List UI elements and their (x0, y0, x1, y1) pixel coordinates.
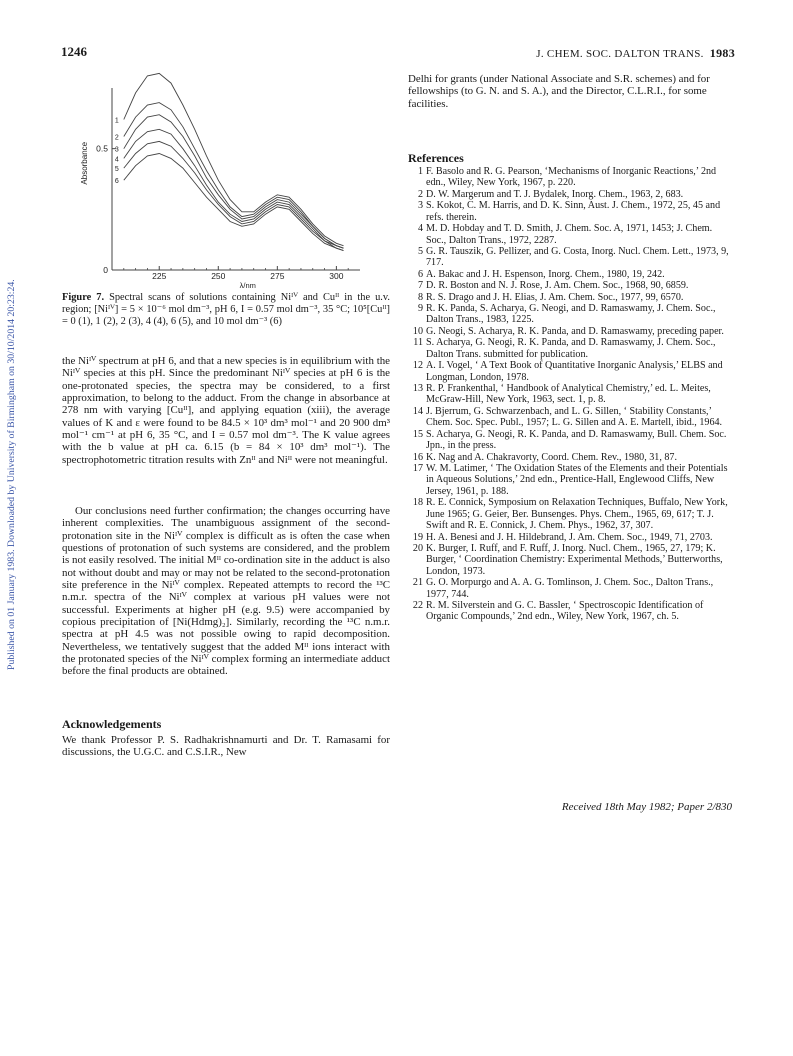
reference-item (408, 452, 730, 463)
journal-name: J. CHEM. SOC. DALTON TRANS. (536, 48, 704, 60)
reference-item (408, 337, 730, 360)
reference-text: G. O. Morpurgo and A. A. G. Tomlinson, J. Chem. Soc., Dalton Trans., 1977, 744. (426, 577, 714, 600)
figure-caption (62, 292, 390, 328)
reference-item (408, 360, 730, 383)
reference-number: 6 (417, 268, 423, 280)
reference-item (408, 326, 730, 337)
reference-item (408, 429, 730, 452)
reference-number: 2 (417, 188, 423, 200)
reference-text: F. Basolo and R. G. Pearson, ‘Mechanisms of Inorganic Reactions,’ 2nd edn., Wiley, New York, 1967, p. 220. (426, 166, 717, 189)
reference-number: 18 (412, 497, 423, 509)
reference-item (408, 532, 730, 543)
absorbance-chart (60, 70, 390, 292)
reference-text: G. R. Tauszik, G. Pellizer, and G. Costa, Inorg. Nucl. Chem. Lett., 1973, 9, 717. (426, 245, 729, 269)
x-tick-label: 300 (329, 271, 344, 281)
reference-item (408, 223, 730, 246)
reference-item (408, 292, 730, 303)
reference-text: H. A. Benesi and J. H. Hildebrand, J. Am. Chem. Soc., 1949, 71, 2703. (426, 531, 713, 543)
spectrum-curve-6 (124, 154, 344, 251)
chart-labels (80, 118, 344, 290)
references-list (408, 166, 730, 623)
reference-number: 12 (412, 360, 423, 372)
paragraph-1-text: the Niᴵⱽ spectrum at pH 6, and that a new species is in equilibrium with the Niᴵⱽ species at this pH. Since the predominant Niᴵⱽ species at pH 6 is the one-protonated species, the spectra may be considered, to a first approximation, to belong to the adduct. From the change in absorbance at 278 nm with varying [Cuᴵᴵ], and applying equation (xiii), the average values of K and ε were found to be 84.5 × 10³ dm³ mol⁻¹ and 20 900 dm³ mol⁻¹ cm⁻¹ at pH 6, 35 °C, and I = 0.57 mol dm⁻³. The K value agrees with the b value at pH ca. 6.15 (b = 84 × 10³ dm³ mol⁻¹). The spectrophotometric titration results with Znᴵᴵ and Niᴵᴵ were not meaningful. (62, 355, 390, 466)
reference-text: R. E. Connick, Symposium on Relaxation Techniques, Buffalo, New York, June 1965; G. Geier, Ber. Bunsenges. Phys. Chem., 1965, 69, 617; T. J. Swift and R. E. Connick, J. Chem. Phys., 1962, 37, 307. (426, 497, 728, 532)
curve-label: 6 (114, 178, 119, 186)
reference-number: 22 (412, 600, 423, 612)
paragraph-2-text: Our conclusions need further confirmation; the changes occurring have inherent complexities. The unambiguous assignment of the second-protonation site in the Niᴵⱽ complex is difficult as is often the case when questions of protonation of such systems are considered, and the problem is not easily resolved. The initial Mᴵᴵ co-ordination site in the adduct is also not without doubt and may or may not be related to the second-protonation site preference in the Niᴵⱽ complex. Repeated attempts to record the ¹³C n.m.r. spectra of the Niᴵⱽ complex at various pH values were not successful. Experiments at higher pH (e.g. 9.5) were accompanied by copious precipitation of [Ni(Hdmg)₂]. Similarly, recording the ¹³C n.m.r. spectra at pH 4.5 was not possible owing to rapid decomposition. Nevertheless, we tentatively suggest that the added Mᴵᴵ ions interact with the protonated species of the Niᴵⱽ complex forming an intermediate adduct before the final products are obtained. (62, 505, 390, 678)
figure-7 (60, 70, 390, 292)
spectrum-curve-3 (124, 115, 344, 249)
reference-text: A. Bakac and J. H. Espenson, Inorg. Chem., 1980, 19, 242. (426, 268, 665, 280)
reference-text: R. S. Drago and J. H. Elias, J. Am. Chem. Soc., 1977, 99, 6570. (426, 291, 684, 303)
curve-label: 4 (114, 156, 119, 164)
figure-caption-body: Spectral scans of solutions containing Niᴵⱽ and Cuᴵᴵ in the u.v. region; [Niᴵⱽ] = 5 × 10⁻⁶ mol dm⁻³, pH 6, I = 0.57 mol dm⁻³, 35 °C; 10⁵[Cuᴵᴵ] = 0 (1), 1 (2), 2 (3), 4 (4), 6 (5), and 10 mol dm⁻³ (6) (62, 292, 390, 327)
y-tick-label: 0 (103, 265, 108, 275)
journal-year: 1983 (709, 46, 735, 60)
reference-text: K. Burger, I. Ruff, and F. Ruff, J. Inorg. Nucl. Chem., 1965, 27, 179; K. Burger, ‘ Coordination Chemistry: Experimental Methods,’ Butterworths, London, 1973. (426, 542, 723, 577)
reference-number: 17 (412, 462, 423, 474)
reference-text: R. P. Frankenthal, ‘ Handbook of Analytical Chemistry,’ ed. L. Meites, McGraw-Hill, New York, 1963, sect. 1, p. 8. (426, 383, 711, 406)
acknowledgements-heading: Acknowledgements (62, 717, 162, 731)
references-heading: References (408, 151, 464, 165)
acknowledgements-left-text: We thank Professor P. S. Radhakrishnamurti and Dr. T. Ramasami for discussions, the U.G.C. and C.S.I.R., New (62, 734, 390, 759)
reference-number: 21 (412, 577, 423, 589)
y-axis-label: Absorbance (80, 141, 89, 185)
x-tick-label: 225 (152, 271, 167, 281)
x-tick-label: 275 (270, 271, 285, 281)
reference-number: 14 (412, 405, 423, 417)
reference-text: D. W. Margerum and T. J. Bydalek, Inorg. Chem., 1963, 2, 683. (426, 188, 684, 200)
reference-item (408, 246, 730, 269)
reference-item (408, 189, 730, 200)
curve-label: 1 (114, 117, 119, 125)
reference-number: 8 (417, 291, 423, 303)
reference-number: 19 (412, 531, 423, 543)
reference-number: 10 (412, 325, 423, 337)
reference-number: 15 (412, 428, 423, 440)
acknowledgements-right-text: Delhi for grants (under National Associate and S.R. schemes) and for fellowships (to G. N. and S. A.), and the Director, C.L.R.I., for some facilities. (408, 73, 710, 110)
reference-text: G. Neogi, S. Acharya, R. K. Panda, and D. Ramaswamy, preceding paper. (426, 325, 724, 337)
reference-number: 1 (417, 166, 423, 177)
reference-number: 13 (412, 383, 423, 395)
reference-number: 4 (417, 223, 423, 235)
y-tick-label: 0.5 (96, 143, 108, 154)
x-tick-label: 250 (211, 271, 226, 281)
acknowledgements-continued (408, 73, 730, 110)
reference-text: D. R. Boston and N. J. Rose, J. Am. Chem. Soc., 1968, 90, 6859. (426, 280, 689, 292)
reference-text: S. Acharya, G. Neogi, R. K. Panda, and D. Ramaswamy, Bull. Chem. Soc. Jpn., in the press. (426, 428, 727, 452)
reference-number: 20 (412, 542, 423, 554)
reference-item (408, 303, 730, 326)
received-line (562, 801, 732, 813)
reference-number: 9 (417, 303, 423, 315)
acknowledgements-text (62, 734, 390, 759)
reference-item (408, 269, 730, 280)
reference-number: 3 (417, 200, 423, 212)
x-axis-label: λ/nm (239, 281, 256, 290)
chart-axes (112, 88, 360, 270)
download-watermark (4, 150, 18, 670)
reference-item (408, 600, 730, 623)
reference-text: W. M. Latimer, ‘ The Oxidation States of the Elements and their Potentials in Aqueous Solutions,’ 2nd edn., Prentice-Hall, Englewood Cliffs, New Jersey, 1961, p. 188. (426, 462, 728, 497)
reference-number: 16 (412, 451, 423, 463)
reference-number: 7 (417, 280, 423, 292)
reference-text: J. Bjerrum, G. Schwarzenbach, and L. G. Sillen, ‘ Stability Constants,’ Chem. Soc. Spec. Publ., 1957; L. G. Sillen and A. E. Martell, ibid., 1964. (426, 405, 723, 429)
running-head (536, 46, 735, 61)
reference-text: R. K. Panda, S. Acharya, G. Neogi, and D. Ramaswamy, J. Chem. Soc., Dalton Trans., 1983, 1225. (426, 303, 716, 326)
reference-item (408, 577, 730, 600)
spectrum-curve-5 (124, 141, 344, 250)
reference-item (408, 166, 730, 189)
chart-curves (124, 73, 344, 250)
reference-number: 11 (413, 337, 423, 349)
curve-label: 3 (114, 146, 119, 154)
body-paragraph-2 (62, 505, 390, 678)
watermark-text: Published on 01 January 1983. Downloaded by University of Birmingham on 30/10/2014 20:23:24. (6, 279, 17, 670)
reference-text: M. D. Hobday and T. D. Smith, J. Chem. Soc. A, 1971, 1453; J. Chem. Soc., Dalton Trans., 1972, 2287. (426, 223, 713, 246)
reference-item (408, 497, 730, 531)
reference-item (408, 463, 730, 497)
received-text: Received 18th May 1982; Paper 2/830 (561, 801, 732, 813)
reference-text: A. I. Vogel, ‘ A Text Book of Quantitative Inorganic Analysis,’ ELBS and Longman, London, 1978. (426, 360, 723, 383)
spectrum-curve-1 (124, 73, 344, 245)
reference-item (408, 200, 730, 223)
reference-text: K. Nag and A. Chakravorty, Coord. Chem. Rev., 1980, 31, 87. (426, 451, 678, 463)
reference-item (408, 383, 730, 406)
reference-item (408, 406, 730, 429)
reference-item (408, 280, 730, 291)
page-number: 1246 (61, 44, 87, 59)
reference-item (408, 543, 730, 577)
curve-label: 2 (114, 134, 119, 142)
curve-label: 5 (114, 166, 119, 174)
body-paragraph-1 (62, 355, 390, 466)
reference-text: S. Acharya, G. Neogi, R. K. Panda, and D. Ramaswamy, J. Chem. Soc., Dalton Trans. submitted for publication. (426, 337, 716, 360)
figure-caption-lead: Figure 7. (62, 292, 105, 303)
reference-text: R. M. Silverstein and G. C. Bassler, ‘ Spectroscopic Identification of Organic Compounds,’ 2nd edn., Wiley, New York, 1967, ch. 5. (426, 600, 704, 623)
spectrum-curve-4 (124, 129, 344, 248)
reference-text: S. Kokot, C. M. Harris, and D. K. Sinn, Aust. J. Chem., 1972, 25, 45 and refs. therein. (426, 200, 721, 223)
reference-number: 5 (417, 245, 423, 257)
